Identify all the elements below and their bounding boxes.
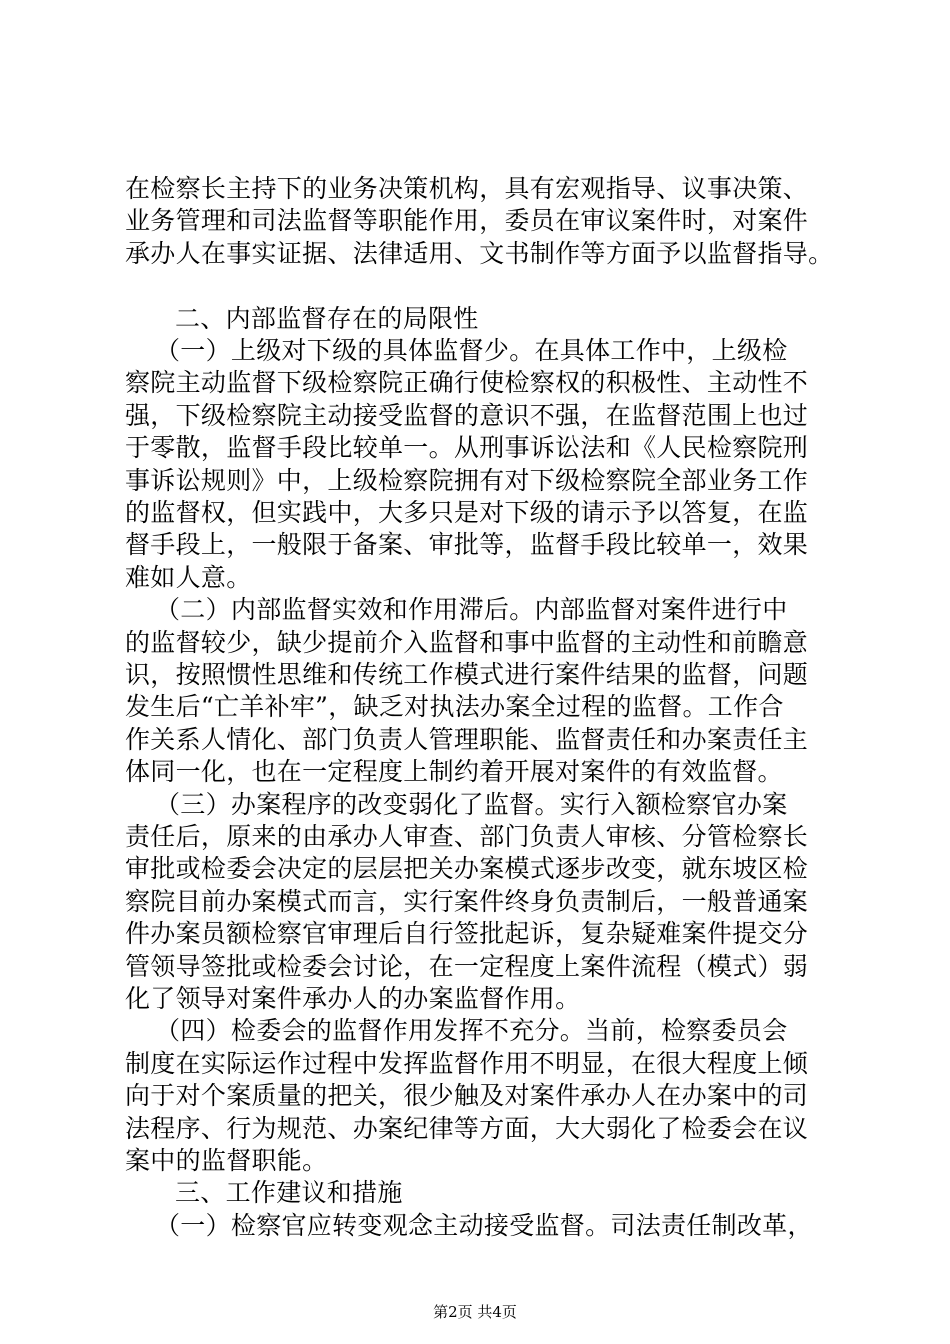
body-text-line: （四）检委会的监督作用发挥不充分。当前，检察委员会 [155, 1016, 788, 1045]
body-text-line: 管领导签批或检委会讨论，在一定程度上案件流程（模式）弱 [125, 952, 809, 981]
body-text-line: 件办案员额检察官审理后自行签批起诉，复杂疑难案件提交分 [125, 919, 809, 948]
body-text-line: 事诉讼规则》中，上级检察院拥有对下级检察院全部业务工作 [125, 466, 809, 495]
body-text-line: 察院主动监督下级检察院正确行使检察权的积极性、主动性不 [125, 368, 809, 397]
section-heading: 二、内部监督存在的局限性 [175, 304, 479, 333]
body-text-line: （一）上级对下级的具体监督少。在具体工作中，上级检 [155, 336, 788, 365]
body-text-line: 案中的监督职能。 [125, 1146, 328, 1175]
body-text-line: 察院目前办案模式而言，实行案件终身负责制后，一般普通案 [125, 887, 809, 916]
body-text-line: （二）内部监督实效和作用滞后。内部监督对案件进行中 [155, 595, 788, 624]
body-text-line: 的监督权，但实践中，大多只是对下级的请示予以答复，在监 [125, 498, 809, 527]
body-text-line: 承办人在事实证据、法律适用、文书制作等方面予以监督指导。 [125, 239, 834, 268]
body-text-line: 作关系人情化、部门负责人管理职能、监督责任和办案责任主 [125, 725, 809, 754]
body-text-line: 化了领导对案件承办人的办案监督作用。 [125, 984, 581, 1013]
body-text-line: 审批或检委会决定的层层把关办案模式逐步改变，就东坡区检 [125, 854, 809, 883]
body-text-line: 难如人意。 [125, 563, 252, 592]
body-text-line: 业务管理和司法监督等职能作用，委员在审议案件时，对案件 [125, 206, 809, 235]
body-text-line: 向于对个案质量的把关，很少触及对案件承办人在办案中的司 [125, 1081, 809, 1110]
body-text-line: 制度在实际运作过程中发挥监督作用不明显，在很大程度上倾 [125, 1049, 809, 1078]
body-text-line: （三）办案程序的改变弱化了监督。实行入额检察官办案 [155, 790, 788, 819]
body-text-line: 体同一化，也在一定程度上制约着开展对案件的有效监督。 [125, 757, 783, 786]
body-text-line: 识，按照惯性思维和传统工作模式进行案件结果的监督，问题 [125, 660, 809, 689]
body-text-line: 的监督较少，缺少提前介入监督和事中监督的主动性和前瞻意 [125, 628, 809, 657]
body-text-line: 法程序、行为规范、办案纪律等方面，大大弱化了检委会在议 [125, 1114, 809, 1143]
body-text-line: 于零散，监督手段比较单一。从刑事诉讼法和《人民检察院刑 [125, 433, 809, 462]
body-text-line: 责任后，原来的由承办人审查、部门负责人审核、分管检察长 [125, 822, 809, 851]
body-text-line: （一）检察官应转变观念主动接受监督。司法责任制改革， [155, 1211, 813, 1240]
page-footer: 第2页 共4页 [433, 1303, 517, 1321]
body-text-line: 强，下级检察院主动接受监督的意识不强，在监督范围上也过 [125, 401, 809, 430]
section-heading: 三、工作建议和措施 [175, 1178, 403, 1207]
body-text-line: 在检察长主持下的业务决策机构，具有宏观指导、议事决策、 [125, 174, 809, 203]
body-text-line: 督手段上，一般限于备案、审批等，监督手段比较单一，效果 [125, 530, 809, 559]
body-text-line: 发生后“亡羊补牢”，缺乏对执法办案全过程的监督。工作合 [125, 692, 784, 721]
